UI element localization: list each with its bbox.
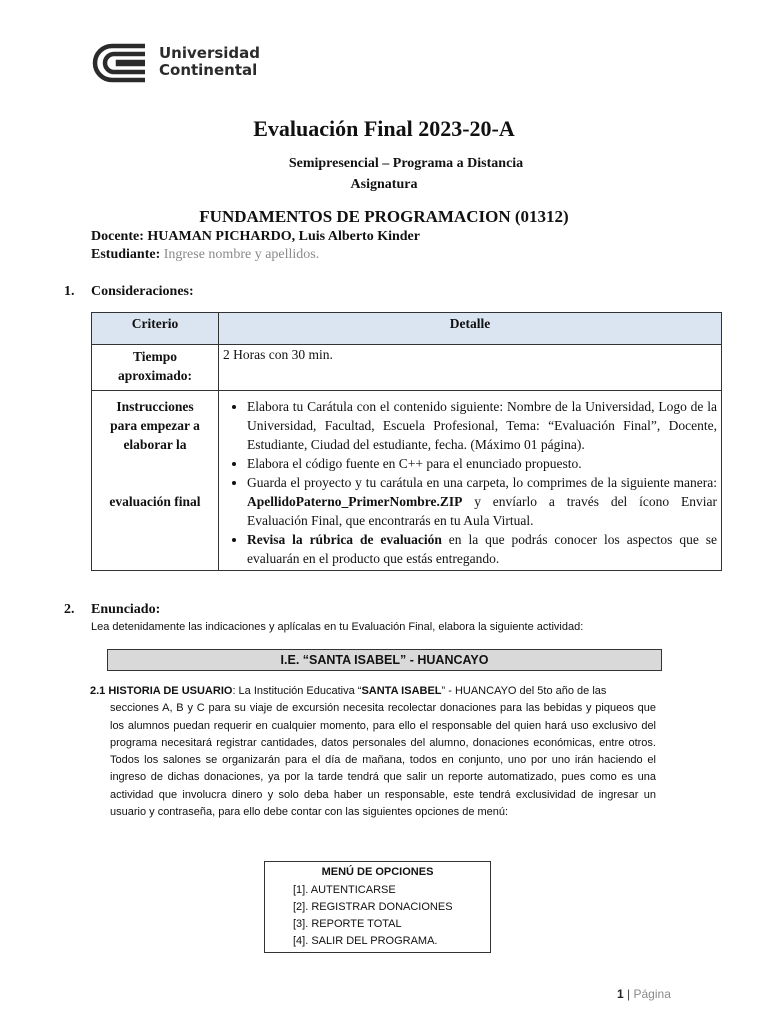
criterio-cell: Instrucciones para empezar a elaborar la evaluación final [92,391,219,571]
table-header-detalle: Detalle [219,313,722,345]
docente-line [91,229,420,245]
menu-title: MENÚ DE OPCIONES [321,866,434,878]
estudiante-label: Estudiante: [91,247,161,262]
criteria-table [91,312,722,571]
user-story: 2.1 HISTORIA DE USUARIO: La Institución Educativa “SANTA ISABEL” - HUANCAYO del 5to año de las secciones A, B y C para su viaje de excursión necesita recolectar donaciones para las bebidas y piqueos que los alumnos puedan requerir en cualquier momento, para ello el responsable del quien hará uso exclusivo del programa necesitará registrar cantidades, datos personales del alumno, donaciones económicas, entre otros. Todos los salones se organizarán para el día de mañana, todos en conjunto, uno por uno irán haciendo el ingreso de dichas donaciones, ya por la tarde tendrá que salir un reporte automatizado, pues como es una actividad que involucra dinero y solo deba haber un responsable, este tendrá exclusividad de ingresar un usuario y contraseña, para ello debe contar con las siguientes opciones de menú: [90,683,656,821]
section1-title: Consideraciones: [91,284,194,299]
story-label: HISTORIA DE USUARIO [108,685,233,697]
menu-item: [2]. REGISTRAR DONACIONES [293,901,453,913]
page-number: 1 [617,987,624,1001]
page-footer [617,987,671,1001]
university-logo-text: Universidad Continental [159,44,261,79]
docente-label: Docente: [91,229,144,244]
list-item: • Elabora tu Carátula con el contenido siguiente: Nombre de la Universidad, Logo de la Universidad, Facultad, Escuela Profesional, Tema: “Evaluación Final”, Docente, Estudiante, Ciudad del estudiante, fecha. (Máximo 01 página). [247,397,717,454]
instructions-list [223,397,717,568]
menu-item: [1]. AUTENTICARSE [293,884,396,896]
page-title: Evaluación Final 2023-20-A [253,116,515,141]
table-row [92,345,722,391]
section1-number: 1. [64,284,75,299]
criterio-cell: Tiempo aproximado: [92,345,219,391]
list-item: • Guarda el proyecto y tu carátula en una carpeta, lo comprimes de la siguiente manera: ApellidoPaterno_PrimerNombre.ZIP y envíarlo a través del ícono Enviar Evaluación Final, que encontrarás en tu Aula Virtual. [247,473,717,530]
list-item: • Revisa la rúbrica de evaluación en la que podrás conocer los aspectos que se evaluarán en el producto que estás entregando. [247,530,717,568]
section2-title: Enunciado: [91,602,161,617]
section2-number: 2. [64,602,75,617]
detalle-cell: 2 Horas con 30 min. [219,345,722,391]
detalle-cell [219,391,722,571]
page-label: Página [633,987,671,1001]
story-body: secciones A, B y C para su viaje de excursión necesita recolectar donaciones para las bebidas y piqueos que los alumnos puedan requerir en cualquier momento, para ello el responsable del quien hará uso exclusivo del programa necesitará registrar cantidades, datos personales del alumno, donaciones económicas, entre otros. Todos los salones se organizarán para el día de mañana, todos en conjunto, uno por uno irán haciendo el ingreso de dichas donaciones, ya por la tarde tendrá que salir un reporte automatizado, pues como es una actividad que involucra dinero y solo deba haber un responsable, este tendrá exclusividad de ingresar un usuario y contraseña, para ello debe contar con las siguientes opciones de menú: [110,702,656,819]
menu-item: [3]. REPORTE TOTAL [293,918,402,930]
table-header-criterio: Criterio [92,313,219,345]
school-banner: I.E. “SANTA ISABEL” - HUANCAYO [107,649,662,671]
story-number: 2.1 [90,685,106,697]
menu-options-box [264,861,491,953]
table-header-row [92,313,722,345]
estudiante-field[interactable]: Ingrese nombre y apellidos. [163,247,320,262]
footer-separator: | [627,987,631,1001]
section2-intro: Lea detenidamente las indicaciones y aplícalas en tu Evaluación Final, elabora la siguiente actividad: [91,621,584,633]
modality-subtitle: Semipresencial – Programa a Distancia [288,156,524,171]
docente-value: HUAMAN PICHARDO, Luis Alberto Kinder [147,229,420,244]
table-row [92,391,722,571]
estudiante-line [91,247,319,263]
subject-label: Asignatura [350,177,418,192]
menu-item: [4]. SALIR DEL PROGRAMA. [293,935,438,947]
list-item: • Elabora el código fuente en C++ para el enunciado propuesto. [247,454,717,473]
course-title: FUNDAMENTOS DE PROGRAMACION (01312) [199,207,569,226]
